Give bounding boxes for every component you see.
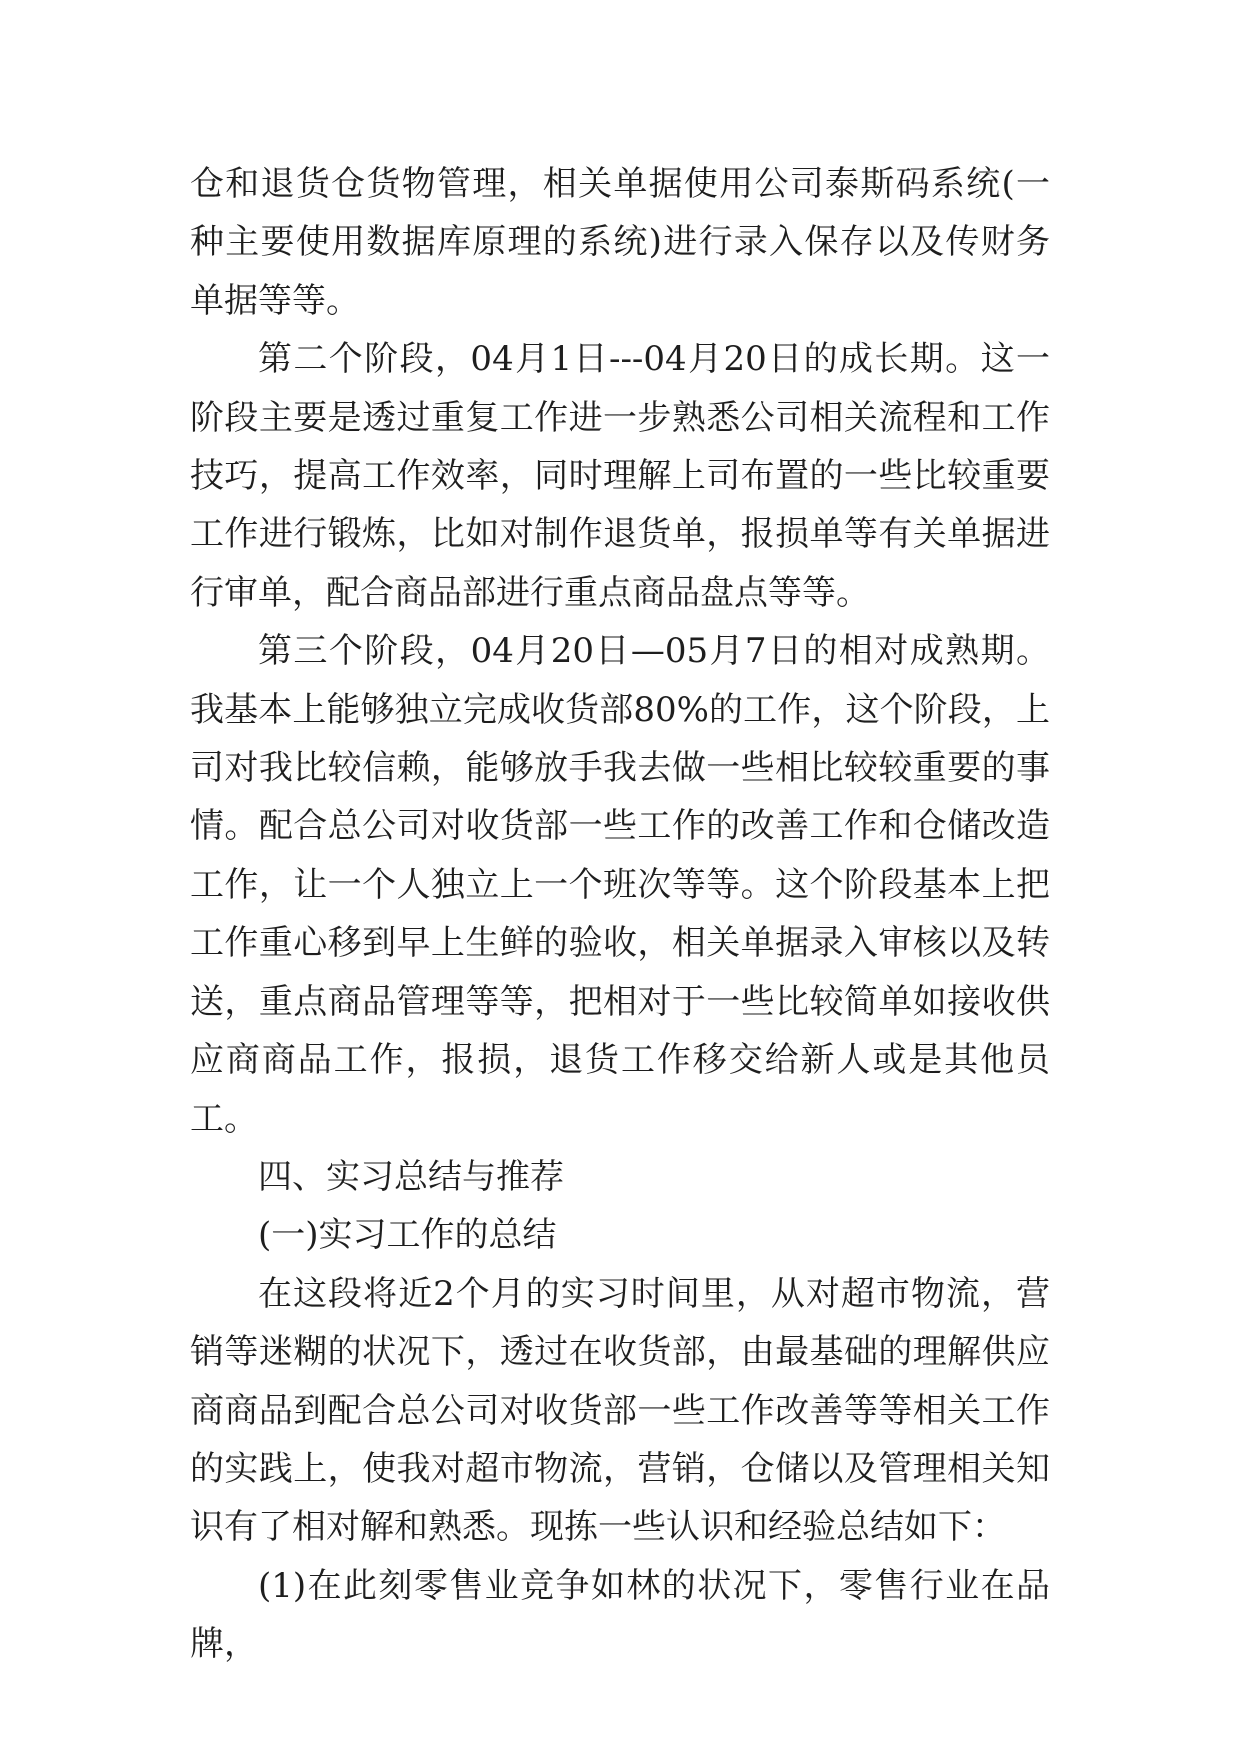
document-body bbox=[190, 155, 1050, 1674]
paragraph-stage-three: 第三个阶段，04月20日—05月7日的相对成熟期。我基本上能够独立完成收货部80%的工作，这个阶段，上司对我比较信赖，能够放手我去做一些相比较较重要的事情。配合总公司对收货部一些工作的改善工作和仓储改造工作，让一个人独立上一个班次等等。这个阶段基本上把工作重心移到早上生鲜的验收，相关单据录入审核以及转送，重点商品管理等等，把相对于一些比较简单如接收供应商商品工作，报损，退货工作移交给新人或是其他员工。 bbox=[190, 631, 1050, 1139]
paragraph-internship-overview: 在这段将近2个月的实习时间里，从对超市物流，营销等迷糊的状况下，透过在收货部，由最基础的理解供应商商品到配合总公司对收货部一些工作改善等等相关工作的实践上，使我对超市物流，营销，仓储以及管理相关知识有了相对解和熟悉。现拣一些认识和经验总结如下： bbox=[190, 1273, 1050, 1548]
paragraph-warehouse-management: 仓和退货仓货物管理，相关单据使用公司泰斯码系统(一种主要使用数据库原理的系统)进行录入保存以及传财务单据等等。 bbox=[190, 164, 1050, 321]
subsection-heading-work-summary: (一)实习工作的总结 bbox=[258, 1215, 557, 1256]
section-heading-summary: 四、实习总结与推荐 bbox=[258, 1156, 564, 1197]
paragraph-point-one: (1)在此刻零售业竞争如林的状况下，零售行业在品牌， bbox=[190, 1565, 1050, 1665]
paragraph-stage-two: 第二个阶段，04月1日---04月20日的成长期。这一阶段主要是透过重复工作进一步熟悉公司相关流程和工作技巧，提高工作效率，同时理解上司布置的一些比较重要工作进行锻炼，比如对制作退货单，报损单等有关单据进行审单，配合商品部进行重点商品盘点等等。 bbox=[190, 339, 1050, 613]
